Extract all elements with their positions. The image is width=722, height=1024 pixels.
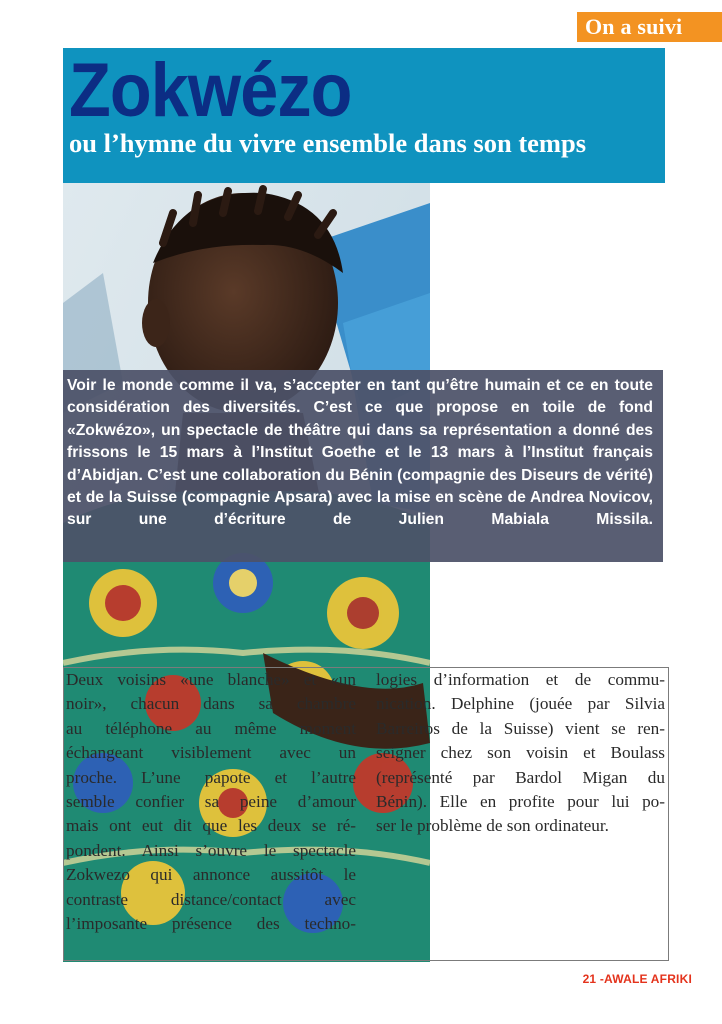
lead-box (63, 370, 663, 562)
body-line: noir», chacun dans sa chambre (66, 694, 356, 714)
lead-paragraph: Voir le monde comme il va, s’accepter en tant qu’être humain et ce en toute considération des diversités. C’est ce que propose en toile de fond «Zokwézo», un spectacle de théâtre qui dans sa représentation a donné des frissons le 15 mars à l’Institut Goethe et le 13 mars à l’Institut français d’Abidjan. C’est une collaboration du Bénin (compagnie des Diseurs de vérité) et de la Suisse (compagnie Apsara) avec la mise en scène de Andrea Novicov, sur une d’écriture de Julien Mabiala Missila. (67, 377, 653, 529)
body-line: Zokwezo qui annonce aussitôt le (66, 865, 356, 885)
article-title: Zokwézo (69, 48, 352, 133)
body-line: (représenté par Bardol Migan du (376, 767, 665, 787)
body-column-left (66, 668, 356, 936)
section-tag: On a suivi (577, 12, 722, 42)
body-line: proche. L’une papote et l’autre (66, 767, 356, 787)
title-band (63, 48, 665, 183)
body-line: ser le problème de son ordinateur. (376, 816, 609, 836)
article-subtitle: ou l’hymne du vivre ensemble dans son temps (69, 128, 587, 158)
body-line: Barreiros de la Suisse) vient se ren- (376, 718, 665, 738)
body-line: au téléphone au même moment (66, 718, 356, 738)
body-line: contraste distance/contact avec (66, 889, 356, 909)
body-line: l’imposante présence des techno- (66, 914, 356, 934)
body-line: nication. Delphine (jouée par Silvia (376, 694, 665, 714)
body-line: Bénin). Elle en profite pour lui po- (376, 792, 665, 812)
body-line: seigner chez son voisin et Boulass (376, 743, 665, 763)
body-line: logies d’information et de commu- (376, 670, 665, 689)
body-line: échangeant visiblement avec un (66, 743, 356, 763)
body-line: pondent. Ainsi s’ouvre le spectacle (66, 840, 356, 860)
body-line: mais ont eut dit que les deux se ré- (66, 816, 356, 836)
body-line: semble confier sa peine d’amour (66, 792, 356, 812)
body-line: Deux voisins «une blanche» et «un (66, 670, 356, 689)
page-folio: 21 -AWALE AFRIKI (582, 972, 692, 986)
body-column-right (376, 668, 665, 839)
